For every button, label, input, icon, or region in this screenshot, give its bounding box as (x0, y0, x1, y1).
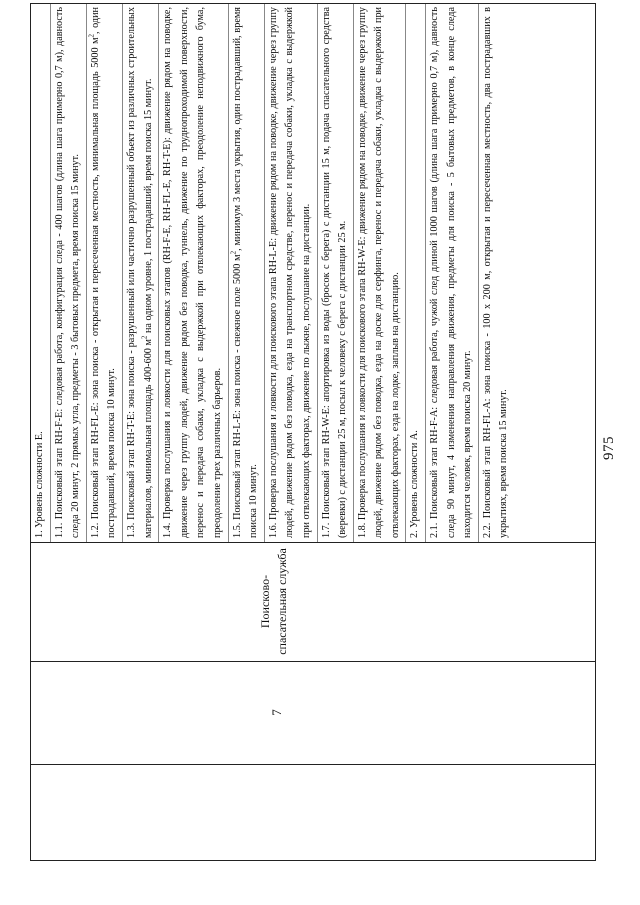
table-column-empty (31, 765, 595, 860)
requirement-text-continued: , один пострадавший, время поиска 10 минут. (89, 7, 118, 538)
requirement-item (229, 4, 265, 542)
service-name (257, 544, 291, 659)
table-column-requirements (31, 4, 595, 543)
requirement-text: 2.2. Поисковый этап RH-FL-A: зона поиска - 100 х 200 м, открытая и пересеченная местность, два пострадавших в укрытиях, время поиска 15 минут. (481, 7, 510, 538)
table-column-service (31, 543, 595, 662)
requirement-item (479, 4, 514, 542)
requirement-text: 1.4. Проверка послушания и ловкости для поисковых этапов (RH-F-E, RH-FL-E, RH-T-E): движение рядом на поводке, движение через группу людей, движение рядом без поводка, туннель, движение по труднопроходимой поверхности, перенос и передача собаки, укладка с выдержкой при отвлекающих факторах, преодоление неподвижного бума, преодоление трех различных барьеров. (162, 7, 223, 538)
table-column-number (31, 662, 595, 765)
requirement-text: 1.2. Поисковый этап RH-FL-E: зона поиска - открытая и пересеченная местность, минимальная площадь 5000 м (89, 37, 101, 538)
requirement-text: 1. Уровень сложности Е. (34, 431, 45, 538)
requirement-item (31, 4, 51, 542)
requirement-text: 2. Уровень сложности А. (409, 430, 421, 538)
requirement-item (51, 4, 87, 542)
requirements-table (30, 3, 596, 861)
requirement-item (123, 4, 159, 542)
page-number: 975 (601, 436, 617, 460)
requirement-item (354, 4, 407, 542)
requirements-list (31, 4, 514, 542)
service-name-line2: спасательная служба (275, 548, 289, 655)
superscript: 2 (140, 335, 149, 340)
requirement-item (159, 4, 228, 542)
requirement-text-continued: , минимум 3 места укрытия, один пострадавший, время поиска 10 минут. (231, 7, 260, 538)
requirement-item (426, 4, 479, 542)
requirement-text: 2.1. Поисковый этап RH-F-A: следовая работа, чужой след длиной 1000 шагов (длина шага примерно 0,7 м), давность следа 90 минут, 4 изменения направления движения, предметы для поиска - 5 бытовых предметов, в конце следа находится человек, время поиска 20 минут. (429, 7, 474, 538)
requirement-text: 1.8. Проверка послушания и ловкости для поискового этапа RH-W-E: движение рядом на поводке, движение через группу людей, движение рядом без поводка, езда на доске для серфинга, перенос и передача собаки, укладка с выдержкой при отвлекающих факторах, езда на лодке, заплыв на дистанцию. (356, 7, 401, 538)
requirement-text: 1.7. Поисковый этап RH-W-E: апортировка из воды (бросок с берега) с дистанции 15 м, подача спасательного средства (веревки) с дистанции 25 м, посыл к человеку с берега с дистанции 25 м. (320, 7, 349, 538)
requirement-item (406, 4, 426, 542)
service-name-line1: Поисково- (258, 574, 272, 629)
requirement-item (265, 4, 318, 542)
requirement-text: 1.3. Поисковый этап RH-T-E: зона поиска - разрушенный или частично разрушенный объект из различных строительных материалов, минимальная площадь 400-600 м (125, 7, 154, 538)
requirement-text-continued: на одном уровне, 1 пострадавший, время поиска 15 минут. (142, 78, 154, 336)
row-number: 7 (269, 709, 284, 716)
superscript: 2 (87, 33, 96, 38)
requirement-text: 1.6. Проверка послушания и ловкости для поискового этапа RH-L-E: движение рядом на поводке, движение через группу людей, движение рядом без поводка, езда на транспортном средстве, перенос и передача собаки, укладка с выдержкой при отвлекающих факторах, движение по лыжне, послушание на дистанции. (267, 7, 312, 538)
requirement-text: 1.5. Поисковый этап RH-L-E: зона поиска - снежное поле 5000 м (231, 254, 243, 538)
requirement-text: 1.1. Поисковый этап RH-F-E: следовая работа, конфигурация следа - 400 шагов (длина шага примерно 0,7 м), давность следа 20 минут, 2 прямых угла, предметы - 3 бытовых предмета, время поиска 15 минут. (53, 7, 82, 538)
requirement-item (87, 4, 123, 542)
superscript: 2 (229, 250, 238, 255)
requirement-item (318, 4, 354, 542)
